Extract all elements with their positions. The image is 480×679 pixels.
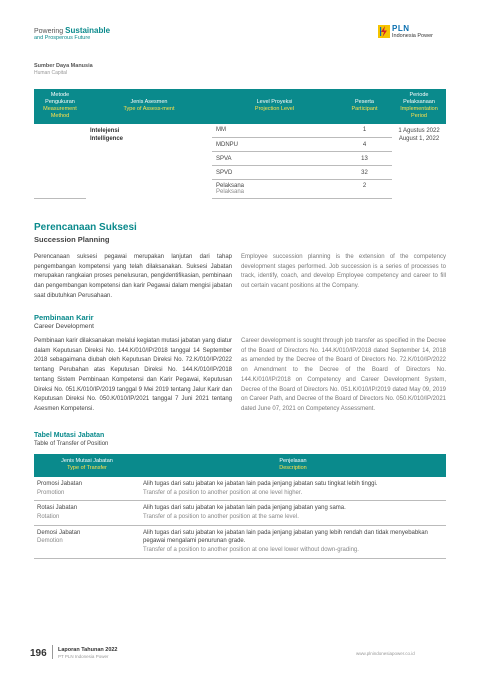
level-cell: Pelaksana Pelaksana — [212, 180, 337, 199]
transfer-desc-cell: Alih tugas dari satu jabatan ke jabatan lain pada jenjang jabatan satu tingkat lebih tinggi. Transfer of a position to another position at one level higher. — [140, 477, 446, 501]
transfer-type-cell: Demosi Jabatan Demotion — [34, 525, 140, 558]
level-cell: MM — [212, 124, 337, 138]
participant-cell: 4 — [337, 138, 392, 152]
transfer-table-subtitle: Table of Transfer of Position — [34, 441, 109, 447]
table-row — [34, 501, 446, 525]
succession-title: Perencanaan Suksesi — [34, 222, 137, 233]
career-paragraph: Pembinaan karir dilaksanakan melalui kegiatan mutasi jabatan yang diatur dalam Keputusan Direksi No. 144.K/010/IP/2018 tanggal 14 September 2018 sebagaimana diubah oleh Keputusan Direksi No. 72.K/010/IP/2022 tentang Perubahan atas Keputusan Direksi No. 144.K/010/IP/2018 tentang Sistem Pembinaan Kompetensi dan Karir Pegawai, Keputusan Direksi No. 051.K/010/IP/2019 tanggal 9 Mei 2019 tentang Jalur Karir dan Keputusan Direksi No. 050.K/010/IP/2021 tanggal 7 Juni 2021 tentang Asesmen Kompetensi. — [34, 338, 232, 412]
pln-lightning-logo-icon — [378, 25, 390, 38]
company-name: PT PLN Indonesia Power — [58, 654, 109, 659]
level-cell: SPVD — [212, 166, 337, 180]
participant-cell: 13 — [337, 152, 392, 166]
assessment-table — [34, 89, 446, 199]
brand-prefix: Powering — [34, 28, 64, 35]
transfer-desc-cell: Alih tugas dari satu jabatan ke jabatan lain pada jenjang jabatan yang sama. Transfer of a position to another position at the same level. — [140, 501, 446, 525]
transfer-desc-cell: Alih tugas dari satu jabatan ke jabatan lain pada jenjang jabatan yang lebih rendah dan tidak menyebabkan pegawai mengalami penurunan grade. Transfer of a position to another position at one level lower without down-grading. — [140, 525, 446, 558]
table-row — [34, 525, 446, 558]
career-paragraph-en: Career development is sought through job transfer as specified in the Decree of the Board of Directors No. 144.K/010/IP/2018 dated September 14, 2018 as amended by the Decree of the Board of Directors No. 72.K/010/IP/2022 on Amendment to the Decree of the Board of Directors No. 144.K/010/IP/2018 on Competency and Career Development System, Decree of the Board of Directors No. 051.K/010/IP/2019 dated May 09, 2019 on Career Path, and Decree of the Board of Directors No. 050.K/010/IP/2021 dated June 07, 2021 on Competency Assessment. — [241, 338, 446, 412]
header-cell: Level Proyeksi Projection Level — [212, 89, 337, 124]
header-cell: Peserta Participant — [337, 89, 392, 124]
website-link[interactable]: www.plnindonesiapower.co.id — [356, 651, 415, 656]
section-title: Sumber Daya Manusia — [34, 63, 93, 69]
report-title: Laporan Tahunan 2022 — [58, 647, 118, 653]
assessment-type-cell: Intelejensi Intelligence — [90, 127, 124, 142]
assessment-table-header — [34, 89, 446, 124]
level-cell: MDNPU — [212, 138, 337, 152]
logo-subtitle: Indonesia Power — [392, 33, 433, 39]
brand-highlight: Sustainable — [65, 26, 111, 35]
career-subtitle: Career Development — [34, 323, 94, 330]
transfer-table-header — [34, 454, 446, 477]
logo-name: PLN — [392, 24, 410, 33]
brand-tagline-sub: and Prosperous Future — [34, 35, 91, 41]
transfer-type-cell: Rotasi Jabatan Rotation — [34, 501, 140, 525]
participant-cell: 32 — [337, 166, 392, 180]
header-cell: Jenis Mutasi Jabatan Type of Transfer — [34, 454, 140, 477]
footer-divider — [52, 645, 53, 659]
header-cell: Jenis Asesmen Type of Assess-ment — [86, 89, 212, 124]
transfer-table-title: Tabel Mutasi Jabatan — [34, 432, 105, 439]
table-row — [34, 477, 446, 501]
participant-cell: 2 — [337, 180, 392, 199]
career-title: Pembinaan Karir — [34, 313, 94, 322]
header-cell: Penjelasan Description — [140, 454, 446, 477]
succession-paragraph: Perencanaan suksesi pegawai merupakan lanjutan dari tahap pengembangan kompetensi yang telah dilaksanakan. Suksesi Jabatan merupakan rangkaian proses penelusuran, pengidentifikasian, pembinaan dan pengembangan kompetensi dan karir Pegawai dalam mengisi jabatan saat dibutuhkan Perusahaan. — [34, 254, 232, 299]
transfer-table — [34, 454, 446, 559]
participant-cell: 1 — [337, 124, 392, 138]
header-cell: Metode Pengukuran Measurement Method — [34, 89, 86, 124]
succession-paragraph-en: Employee succession planning is the extension of the competency development stages performed. Job succession is a series of processes to track, identify, coach, and develop Employee competency and career to fill out certain vacant positions at the Company. — [241, 254, 446, 290]
brand-tagline — [34, 26, 110, 35]
level-cell: SPVA — [212, 152, 337, 166]
measurement-cell — [34, 124, 86, 199]
succession-subtitle: Succession Planning — [34, 235, 110, 244]
page-number: 196 — [30, 648, 47, 659]
transfer-type-cell: Promosi Jabatan Promotion — [34, 477, 140, 501]
table-row — [34, 124, 446, 138]
period-cell: 1 Agustus 2022 August 1, 2022 — [398, 127, 440, 142]
header-cell: Periode Pelaksanaan Implementation Period — [392, 89, 446, 124]
section-title-en: Human Capital — [34, 70, 68, 76]
